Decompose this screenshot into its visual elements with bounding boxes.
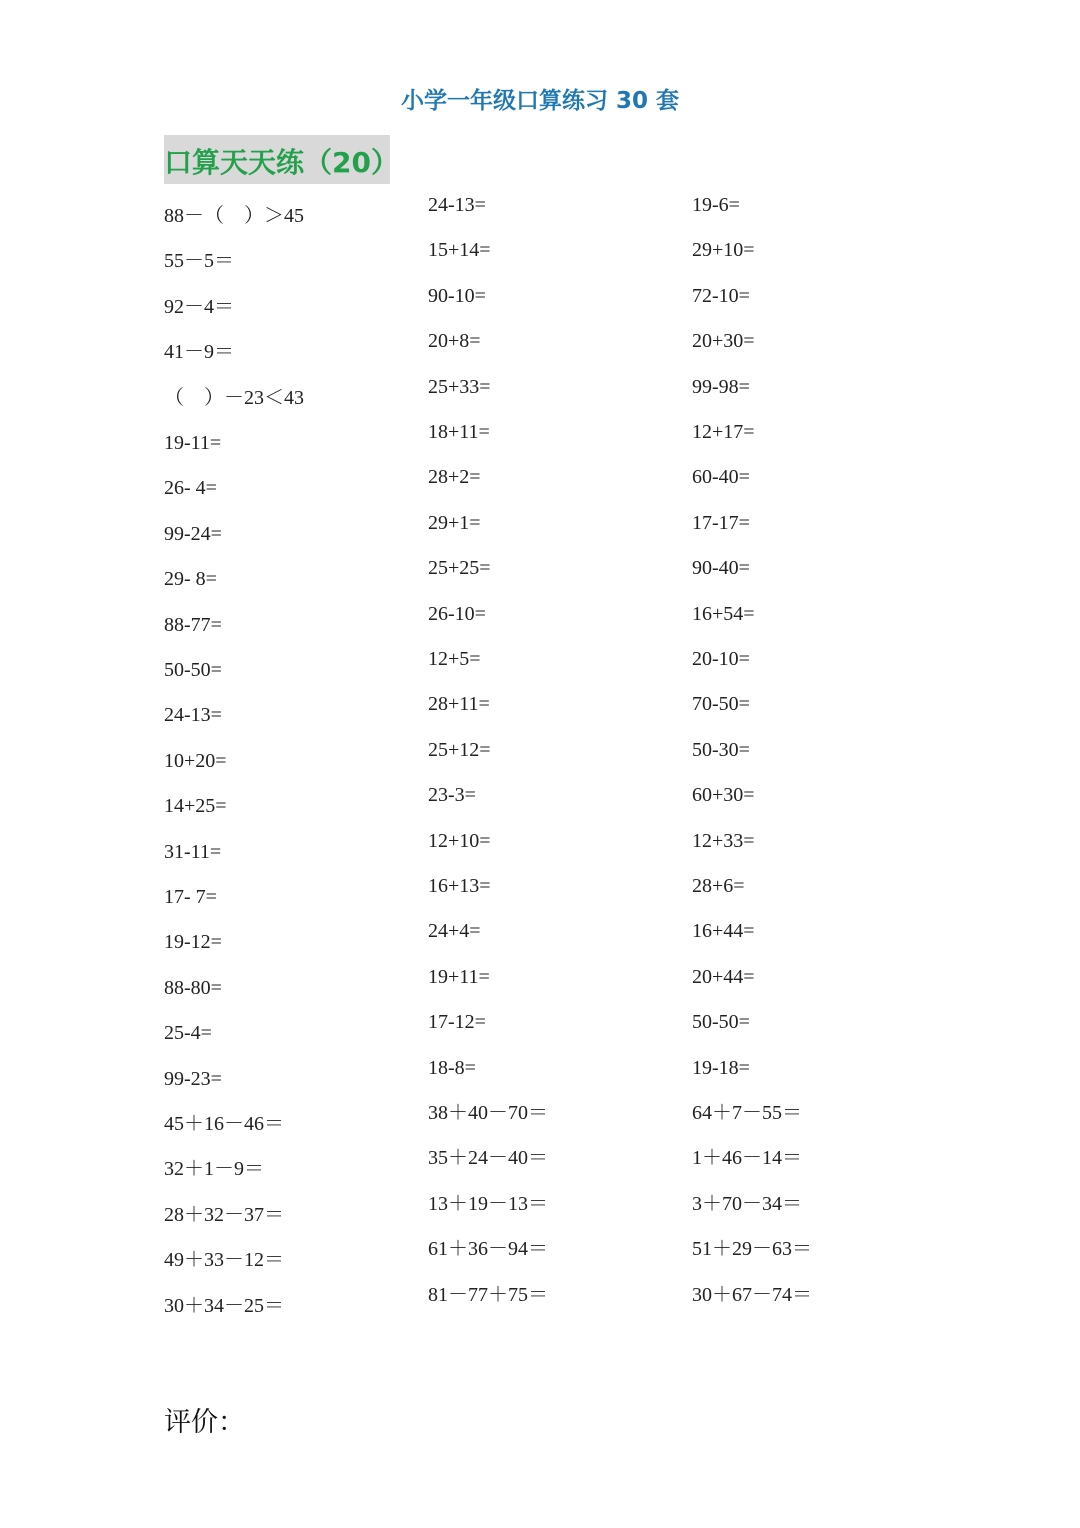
math-problem: 18-8= (428, 1057, 476, 1079)
math-problem: 20+44= (692, 966, 755, 988)
math-problem: 24+4= (428, 920, 481, 942)
math-problem: 19-11= (164, 432, 222, 454)
math-problem: 50-50= (692, 1011, 750, 1033)
math-problem: 51＋29－63＝ (692, 1238, 812, 1260)
math-problem: 41－9＝ (164, 341, 234, 363)
math-problem: 28+11= (428, 693, 490, 715)
math-problem: 50-30= (692, 739, 750, 761)
evaluation-label: 评价： (164, 1407, 245, 1438)
math-problem: 19+11= (428, 966, 490, 988)
math-problem: 19-12= (164, 931, 222, 953)
math-problem: 90-10= (428, 285, 486, 307)
math-problem: 30＋34－25＝ (164, 1295, 284, 1317)
math-problem: 3＋70－34＝ (692, 1193, 802, 1215)
math-problem: 16+13= (428, 875, 491, 897)
math-problem: 50-50= (164, 659, 222, 681)
math-problem: 88-80= (164, 977, 222, 999)
math-problem: 31-11= (164, 841, 222, 863)
math-problem: 12+17= (692, 421, 755, 443)
math-problem: 20-10= (692, 648, 750, 670)
math-problem: 1＋46－14＝ (692, 1147, 802, 1169)
math-problem: 26-10= (428, 603, 486, 625)
math-problem: 18+11= (428, 421, 490, 443)
math-problem: 64＋7－55＝ (692, 1102, 802, 1124)
math-problem: 28+6= (692, 875, 745, 897)
math-problem: 81－77＋75＝ (428, 1284, 548, 1306)
math-problem: 32＋1－9＝ (164, 1158, 264, 1180)
math-problem: 26- 4= (164, 477, 217, 499)
math-problem: 99-23= (164, 1068, 222, 1090)
math-problem: 28＋32－37＝ (164, 1204, 284, 1226)
math-problem: 16+44= (692, 920, 755, 942)
math-problem: 45＋16－46＝ (164, 1113, 284, 1135)
math-problem: 55－5＝ (164, 250, 234, 272)
math-problem: 19-18= (692, 1057, 750, 1079)
math-problem: 17- 7= (164, 886, 217, 908)
math-problem: 25+12= (428, 739, 491, 761)
math-problem: 17-17= (692, 512, 750, 534)
math-problem: 20+30= (692, 330, 755, 352)
math-problem: 16+54= (692, 603, 755, 625)
math-problem: 17-12= (428, 1011, 486, 1033)
math-problem: 99-98= (692, 376, 750, 398)
math-problem: 25+25= (428, 557, 491, 579)
math-problem: 90-40= (692, 557, 750, 579)
math-problem: 12+33= (692, 830, 755, 852)
math-problem: 38＋40－70＝ (428, 1102, 548, 1124)
math-problem: 23-3= (428, 784, 476, 806)
math-problem: （ ）－23＜43 (164, 387, 304, 409)
math-problem: 29+1= (428, 512, 481, 534)
math-problem: 13＋19－13＝ (428, 1193, 548, 1215)
math-problem: 88－（ ）＞45 (164, 205, 304, 227)
math-problem: 70-50= (692, 693, 750, 715)
math-problem: 92－4＝ (164, 296, 234, 318)
math-problem: 12+10= (428, 830, 491, 852)
math-problem: 12+5= (428, 648, 481, 670)
document-title: 小学一年级口算练习 30 套 (400, 88, 680, 114)
math-problem: 25+33= (428, 376, 491, 398)
math-problem: 29- 8= (164, 568, 217, 590)
math-problem: 72-10= (692, 285, 750, 307)
math-problem: 10+20= (164, 750, 227, 772)
math-problem: 25-4= (164, 1022, 212, 1044)
math-problem: 19-6= (692, 194, 740, 216)
math-problem: 49＋33－12＝ (164, 1249, 284, 1271)
math-problem: 15+14= (428, 239, 491, 261)
math-problem: 61＋36－94＝ (428, 1238, 548, 1260)
math-problem: 24-13= (428, 194, 486, 216)
math-problem: 29+10= (692, 239, 755, 261)
math-problem: 60-40= (692, 466, 750, 488)
math-problem: 88-77= (164, 614, 222, 636)
math-problem: 28+2= (428, 466, 481, 488)
math-problem: 14+25= (164, 795, 227, 817)
math-problem: 24-13= (164, 704, 222, 726)
math-problem: 30＋67－74＝ (692, 1284, 812, 1306)
section-title: 口算天天练（20） (164, 135, 390, 184)
math-problem: 60+30= (692, 784, 755, 806)
math-problem: 99-24= (164, 523, 222, 545)
math-problem: 20+8= (428, 330, 481, 352)
math-problem: 35＋24－40＝ (428, 1147, 548, 1169)
